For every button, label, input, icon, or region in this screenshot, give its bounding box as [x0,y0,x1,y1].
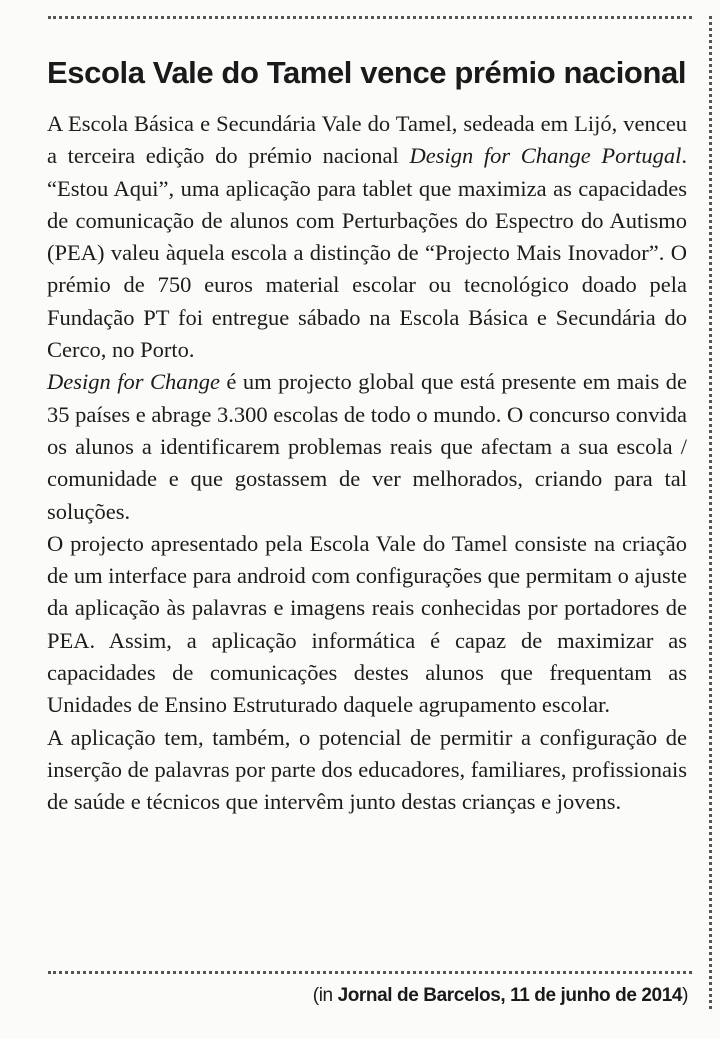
article-paragraph [47,366,687,527]
source-citation [313,985,688,1007]
paragraph-text: é um projecto global que está presente em mais de 35 países e abrage 3.300 escolas de todo o mundo. O concurso convida os alunos a identificarem problemas reais que afectam a sua escola / comunidade e que gostassem de ver melhorados, criando para tal soluções. [47,369,687,524]
source-close-paren: ) [682,985,688,1006]
article-paragraph [47,528,687,722]
paragraph-text: A aplicação tem, também, o potencial de permitir a configuração de inserção de palavras por parte dos educadores, familiares, profissionais de saúde e técnicos que intervêm junto destas crianças e jovens. [47,724,687,815]
article-paragraph [47,108,687,366]
paragraph-text: O projecto apresentado pela Escola Vale do Tamel consiste na criação de um interface para android com configurações que permitam o ajuste da aplicação às palavras e imagens reais conhecidas por portadores de PEA. Assim, a aplicação informática é capaz de maximizar as capacidades de comunicações destes alunos que frequentam as Unidades de Ensino Estruturado daquele agrupamento escolar. [47,530,687,718]
right-dotted-border [709,16,712,1009]
article-headline: Escola Vale do Tamel vence prémio nacional [47,55,687,90]
source-reference: Jornal de Barcelos, 11 de junho de 2014 [337,985,683,1006]
paragraph-text: . “Estou Aqui”, uma aplicação para tablet que maximiza as capacidades de comunicação de alunos com Perturbações do Espectro do Autismo (PEA) valeu àquela escola a distinção de “Projecto Mais Inovador”. O prémio de 750 euros material escolar ou tecnológico doado pela Fundação PT foi entregue sábado na Escola Básica e Secundária do Cerco, no Porto. [47,143,688,363]
source-prefix: in [318,985,338,1006]
italic-text: Design for Change [47,369,220,395]
bottom-dotted-divider [48,971,692,974]
top-dotted-divider [48,16,692,19]
source-open-paren: ( [312,985,319,1006]
article-paragraph [47,722,687,819]
article-body [47,108,687,819]
paragraph-text: A Escola Básica e Secundária Vale do Tamel, sedeada em Lijó, venceu a terceira edição do prémio nacional [47,111,687,169]
article [47,50,687,819]
italic-text: Design for Change Portugal [409,143,682,169]
